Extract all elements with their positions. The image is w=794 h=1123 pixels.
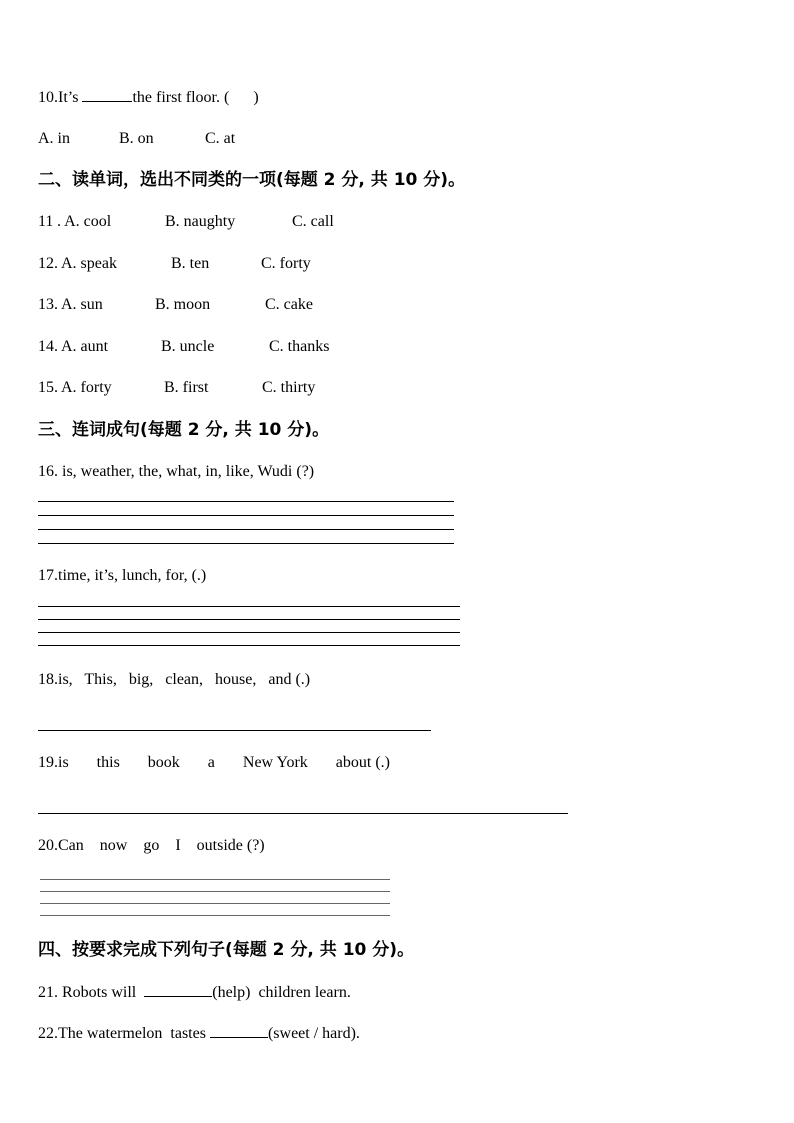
answer-line[interactable] xyxy=(38,619,460,620)
option-a: A. in xyxy=(38,130,70,147)
question-20: 20.Can now go I outside (?) xyxy=(38,837,265,854)
answer-line[interactable] xyxy=(40,903,390,904)
answer-blank[interactable] xyxy=(82,87,132,102)
answer-line[interactable] xyxy=(38,606,460,607)
question-13-option-c: C. cake xyxy=(265,296,313,313)
question-13-option-a: A. sun xyxy=(61,296,103,313)
question-text-cont: the first floor. ( ) xyxy=(132,89,259,106)
answer-line[interactable] xyxy=(40,915,390,916)
question-text: 21. Robots will xyxy=(38,984,145,1001)
option-c: C. at xyxy=(205,130,236,147)
answer-line[interactable] xyxy=(38,515,454,516)
answer-blank[interactable] xyxy=(144,982,212,997)
question-14-option-b: B. uncle xyxy=(161,338,215,355)
question-11-option-a: . A. cool xyxy=(57,213,112,230)
question-text-cont: (sweet / hard). xyxy=(267,1025,360,1042)
question-12-option-b: B. ten xyxy=(171,255,210,272)
question-15-option-a: A. forty xyxy=(61,379,112,396)
question-12-number: 12. xyxy=(38,255,58,272)
question-19: 19.is this book a New York about (.) xyxy=(38,754,390,771)
section-2-title: 二、读单词，选出不同类的一项(每题 2 分, 共 10 分)。 xyxy=(38,170,466,190)
question-text-cont: (help) children learn. xyxy=(212,984,351,1001)
question-18: 18.is, This, big, clean, house, and (.) xyxy=(38,671,311,688)
question-text: It’s xyxy=(58,89,83,106)
answer-line[interactable] xyxy=(38,730,431,731)
question-21 xyxy=(38,982,351,1003)
question-13-number: 13. xyxy=(38,296,58,313)
question-12-option-c: C. forty xyxy=(261,255,311,272)
section-4-title: 四、按要求完成下列句子(每题 2 分, 共 10 分)。 xyxy=(38,940,415,960)
question-11-number: 11 xyxy=(38,213,54,230)
question-11-option-c: C. call xyxy=(292,213,334,230)
question-15-option-b: B. first xyxy=(164,379,209,396)
answer-line[interactable] xyxy=(38,813,568,814)
question-15-option-c: C. thirty xyxy=(262,379,316,396)
answer-line[interactable] xyxy=(40,879,390,880)
question-22 xyxy=(38,1023,360,1044)
question-16: 16. is, weather, the, what, in, like, Wudi (?) xyxy=(38,463,315,480)
answer-line[interactable] xyxy=(38,543,454,544)
answer-line[interactable] xyxy=(38,529,454,530)
question-10 xyxy=(38,87,259,108)
answer-line[interactable] xyxy=(40,891,390,892)
question-12-option-a: A. speak xyxy=(61,255,117,272)
answer-line[interactable] xyxy=(38,632,460,633)
question-number: 10. xyxy=(38,89,58,106)
question-17: 17.time, it’s, lunch, for, (.) xyxy=(38,567,207,584)
section-3-title: 三、连词成句(每题 2 分, 共 10 分)。 xyxy=(38,420,330,440)
question-14-option-a: A. aunt xyxy=(61,338,109,355)
answer-line[interactable] xyxy=(38,645,460,646)
answer-line[interactable] xyxy=(38,501,454,502)
question-text: 22.The watermelon tastes xyxy=(38,1025,210,1042)
question-15-number: 15. xyxy=(38,379,58,396)
question-14-option-c: C. thanks xyxy=(269,338,330,355)
question-11-option-b: B. naughty xyxy=(165,213,236,230)
question-13-option-b: B. moon xyxy=(155,296,211,313)
question-14-number: 14. xyxy=(38,338,58,355)
option-b: B. on xyxy=(119,130,154,147)
answer-blank[interactable] xyxy=(210,1023,268,1038)
